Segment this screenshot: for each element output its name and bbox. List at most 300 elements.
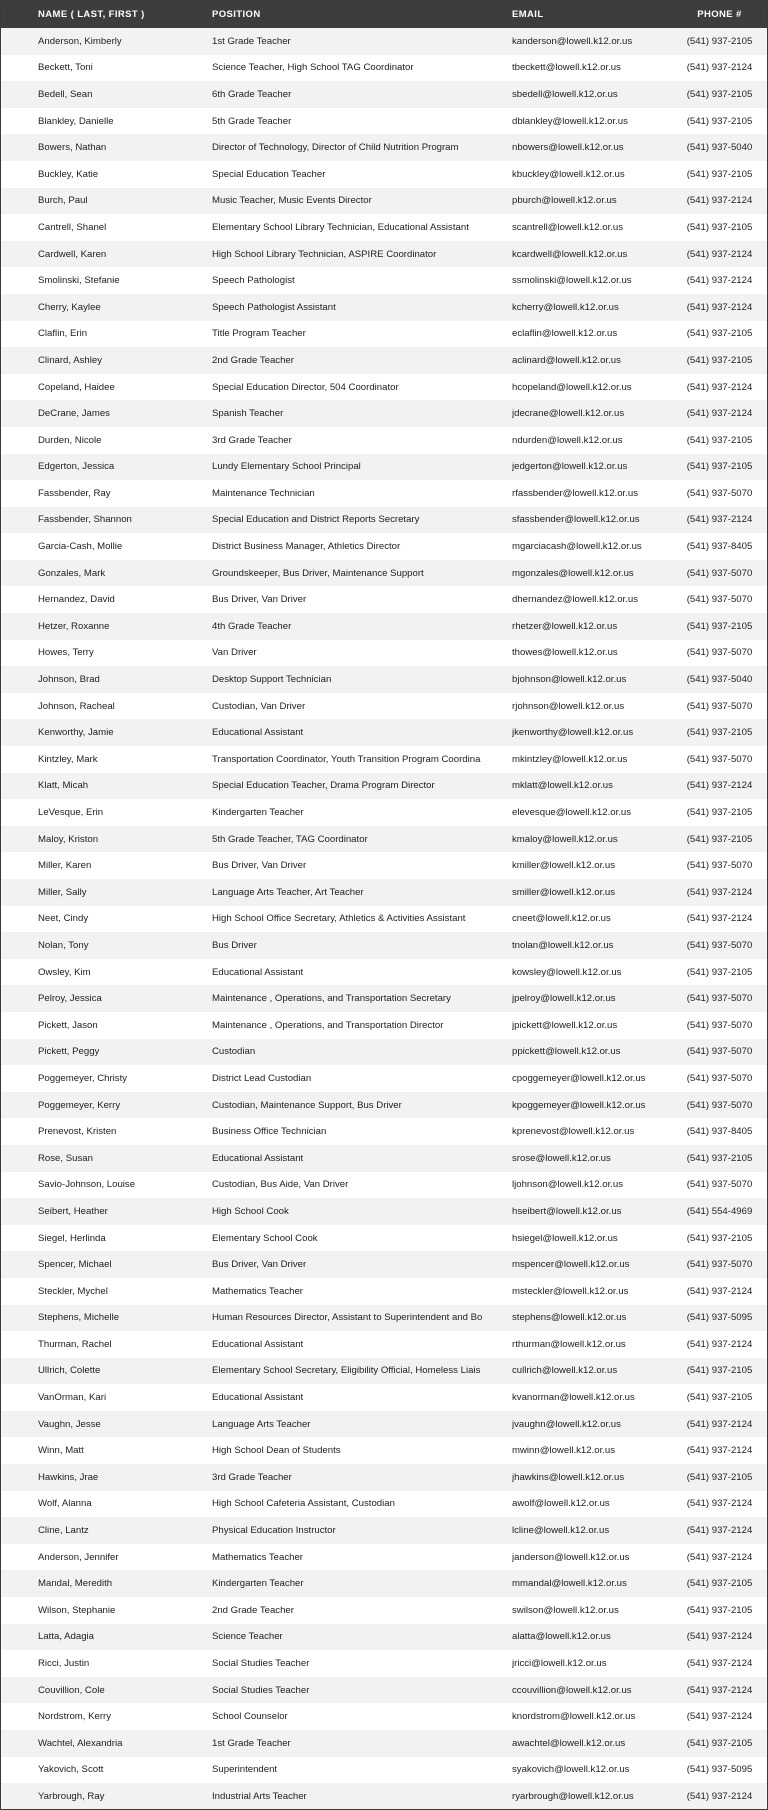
email-link[interactable]: janderson@lowell.k12.or.us bbox=[512, 1551, 630, 1563]
staff-name-cell: Kenworthy, Jamie bbox=[38, 727, 114, 739]
staff-name-cell: Yarbrough, Ray bbox=[38, 1790, 105, 1802]
staff-email-cell bbox=[512, 427, 672, 454]
staff-position-cell: 2nd Grade Teacher bbox=[212, 354, 294, 366]
staff-name-cell: Pickett, Jason bbox=[38, 1019, 98, 1031]
staff-email-cell bbox=[512, 1624, 672, 1651]
staff-position-cell: Bus Driver, Van Driver bbox=[212, 1259, 307, 1271]
staff-position-cell: District Business Manager, Athletics Director bbox=[212, 541, 401, 553]
table-row bbox=[1, 1464, 767, 1491]
email-link[interactable]: jhawkins@lowell.k12.or.us bbox=[512, 1471, 625, 1483]
table-row bbox=[1, 1650, 767, 1677]
staff-phone-cell: (541) 937-2105 bbox=[686, 115, 753, 127]
staff-email-cell bbox=[512, 1650, 672, 1677]
staff-position-cell: Business Office Technician bbox=[212, 1126, 327, 1138]
email-link[interactable]: elevesque@lowell.k12.or.us bbox=[512, 807, 632, 819]
staff-position-cell: Science Teacher bbox=[212, 1631, 283, 1643]
staff-phone-cell: (541) 937-2105 bbox=[686, 221, 753, 233]
table-row bbox=[1, 1305, 767, 1332]
staff-position-cell: Speech Pathologist Assistant bbox=[212, 301, 336, 313]
email-link[interactable]: scantrell@lowell.k12.or.us bbox=[512, 221, 624, 233]
staff-position-cell: Spanish Teacher bbox=[212, 408, 284, 420]
staff-phone-cell: (541) 937-2105 bbox=[686, 354, 753, 366]
table-row bbox=[1, 1544, 767, 1571]
staff-email-cell bbox=[512, 1065, 672, 1092]
table-row bbox=[1, 1225, 767, 1252]
email-link[interactable]: kmiller@lowell.k12.or.us bbox=[512, 860, 616, 872]
table-row bbox=[1, 188, 767, 215]
email-link[interactable]: knordstrom@lowell.k12.or.us bbox=[512, 1711, 636, 1723]
staff-phone-cell: (541) 937-2105 bbox=[686, 807, 753, 819]
email-link[interactable]: kpoggemeyer@lowell.k12.or.us bbox=[512, 1099, 646, 1111]
email-link[interactable]: pburch@lowell.k12.or.us bbox=[512, 195, 617, 207]
staff-name-cell: Wilson, Stephanie bbox=[38, 1604, 116, 1616]
staff-phone-cell: (541) 937-5070 bbox=[686, 647, 753, 659]
email-link[interactable]: jpickett@lowell.k12.or.us bbox=[512, 1019, 618, 1031]
staff-name-cell: Hernandez, David bbox=[38, 594, 115, 606]
staff-name-cell: Howes, Terry bbox=[38, 647, 94, 659]
email-link[interactable]: mgonzales@lowell.k12.or.us bbox=[512, 567, 634, 579]
email-link[interactable]: jkenworthy@lowell.k12.or.us bbox=[512, 727, 634, 739]
email-link[interactable]: cpoggemeyer@lowell.k12.or.us bbox=[512, 1072, 646, 1084]
staff-position-cell: Bus Driver, Van Driver bbox=[212, 860, 307, 872]
staff-phone-cell: (541) 937-5070 bbox=[686, 1179, 753, 1191]
email-link[interactable]: hcopeland@lowell.k12.or.us bbox=[512, 381, 632, 393]
email-link[interactable]: jvaughn@lowell.k12.or.us bbox=[512, 1418, 621, 1430]
staff-name-cell: Cherry, Kaylee bbox=[38, 301, 101, 313]
email-link[interactable]: tnolan@lowell.k12.or.us bbox=[512, 939, 614, 951]
staff-name-cell: Gonzales, Mark bbox=[38, 567, 106, 579]
staff-phone-cell: (541) 937-2105 bbox=[686, 833, 753, 845]
staff-position-cell: 5th Grade Teacher bbox=[212, 115, 292, 127]
staff-position-cell: High School Cafeteria Assistant, Custodian bbox=[212, 1498, 395, 1510]
staff-position-cell: Science Teacher, High School TAG Coordinator bbox=[212, 62, 414, 74]
staff-email-cell bbox=[512, 1730, 672, 1757]
staff-table bbox=[1, 1, 767, 1810]
email-link[interactable]: thowes@lowell.k12.or.us bbox=[512, 647, 618, 659]
email-link[interactable]: ssmolinski@lowell.k12.or.us bbox=[512, 275, 632, 287]
staff-name-cell: Pelroy, Jessica bbox=[38, 993, 102, 1005]
email-link[interactable]: kowsley@lowell.k12.or.us bbox=[512, 966, 622, 978]
email-link[interactable]: jricci@lowell.k12.or.us bbox=[512, 1658, 607, 1670]
staff-name-cell: Miller, Sally bbox=[38, 886, 87, 898]
staff-phone-cell: (541) 937-2124 bbox=[686, 1418, 753, 1430]
table-row bbox=[1, 1198, 767, 1225]
staff-name-cell: Savio-Johnson, Louise bbox=[38, 1179, 136, 1191]
staff-phone-cell: (541) 937-2124 bbox=[686, 1631, 753, 1643]
staff-email-cell bbox=[512, 1570, 672, 1597]
email-link[interactable]: cullrich@lowell.k12.or.us bbox=[512, 1365, 618, 1377]
staff-email-cell bbox=[512, 347, 672, 374]
staff-email-cell bbox=[512, 1783, 672, 1810]
email-link[interactable]: kvanorman@lowell.k12.or.us bbox=[512, 1392, 635, 1404]
staff-name-cell: Vaughn, Jesse bbox=[38, 1418, 101, 1430]
staff-phone-cell: (541) 937-2124 bbox=[686, 1498, 753, 1510]
email-link[interactable]: ljohnson@lowell.k12.or.us bbox=[512, 1179, 624, 1191]
staff-name-cell: Latta, Adagia bbox=[38, 1631, 95, 1643]
staff-position-cell: Educational Assistant bbox=[212, 1392, 304, 1404]
header-email: EMAIL bbox=[512, 9, 544, 20]
staff-email-cell bbox=[512, 1225, 672, 1252]
table-row bbox=[1, 533, 767, 560]
table-row bbox=[1, 852, 767, 879]
email-link[interactable]: swilson@lowell.k12.or.us bbox=[512, 1604, 619, 1616]
staff-phone-cell: (541) 937-5070 bbox=[686, 860, 753, 872]
staff-email-cell bbox=[512, 1145, 672, 1172]
table-row bbox=[1, 427, 767, 454]
staff-name-cell: Wachtel, Alexandria bbox=[38, 1737, 123, 1749]
staff-position-cell: Transportation Coordinator, Youth Transition Program Coordina bbox=[212, 753, 481, 765]
staff-phone-cell: (541) 937-2124 bbox=[686, 913, 753, 925]
staff-name-cell: Ullrich, Colette bbox=[38, 1365, 101, 1377]
staff-name-cell: Klatt, Micah bbox=[38, 780, 89, 792]
table-row bbox=[1, 773, 767, 800]
staff-name-cell: Steckler, Mychel bbox=[38, 1285, 108, 1297]
email-link[interactable]: ppickett@lowell.k12.or.us bbox=[512, 1046, 621, 1058]
staff-position-cell: High School Library Technician, ASPIRE Coordinator bbox=[212, 248, 437, 260]
email-link[interactable]: rfassbender@lowell.k12.or.us bbox=[512, 487, 638, 499]
table-row bbox=[1, 1757, 767, 1784]
staff-phone-cell: (541) 937-5070 bbox=[686, 993, 753, 1005]
staff-position-cell: Special Education Director, 504 Coordinator bbox=[212, 381, 399, 393]
staff-position-cell: Bus Driver bbox=[212, 939, 257, 951]
staff-phone-cell: (541) 937-2105 bbox=[686, 88, 753, 100]
staff-name-cell: Fassbender, Shannon bbox=[38, 514, 132, 526]
staff-email-cell bbox=[512, 719, 672, 746]
staff-name-cell: Thurman, Rachel bbox=[38, 1338, 112, 1350]
table-row bbox=[1, 826, 767, 853]
table-row bbox=[1, 1065, 767, 1092]
staff-name-cell: Burch, Paul bbox=[38, 195, 88, 207]
staff-email-cell bbox=[512, 1251, 672, 1278]
staff-phone-cell: (541) 937-2124 bbox=[686, 301, 753, 313]
table-row bbox=[1, 613, 767, 640]
table-row bbox=[1, 241, 767, 268]
staff-position-cell: Human Resources Director, Assistant to Superintendent and Bo bbox=[212, 1312, 483, 1324]
staff-email-cell bbox=[512, 400, 672, 427]
table-row bbox=[1, 55, 767, 82]
staff-phone-cell: (541) 937-2105 bbox=[686, 1471, 753, 1483]
staff-name-cell: Copeland, Haidee bbox=[38, 381, 115, 393]
staff-email-cell bbox=[512, 852, 672, 879]
staff-phone-cell: (541) 937-2124 bbox=[686, 1338, 753, 1350]
staff-email-cell bbox=[512, 241, 672, 268]
staff-position-cell: Music Teacher, Music Events Director bbox=[212, 195, 372, 207]
staff-phone-cell: (541) 937-2105 bbox=[686, 1392, 753, 1404]
staff-email-cell bbox=[512, 613, 672, 640]
staff-position-cell: Elementary School Library Technician, Educational Assistant bbox=[212, 221, 469, 233]
table-row bbox=[1, 1411, 767, 1438]
email-link[interactable]: kprenevost@lowell.k12.or.us bbox=[512, 1126, 635, 1138]
staff-phone-cell: (541) 937-2105 bbox=[686, 966, 753, 978]
staff-email-cell bbox=[512, 1757, 672, 1784]
staff-position-cell: Maintenance Technician bbox=[212, 487, 315, 499]
table-row bbox=[1, 81, 767, 108]
staff-position-cell: Superintendent bbox=[212, 1764, 278, 1776]
staff-phone-cell: (541) 937-2105 bbox=[686, 1232, 753, 1244]
email-link[interactable]: mkintzley@lowell.k12.or.us bbox=[512, 753, 628, 765]
staff-email-cell bbox=[512, 1544, 672, 1571]
email-link[interactable]: rjohnson@lowell.k12.or.us bbox=[512, 700, 625, 712]
staff-email-cell bbox=[512, 1278, 672, 1305]
staff-name-cell: Yakovich, Scott bbox=[38, 1764, 104, 1776]
table-row bbox=[1, 1251, 767, 1278]
staff-table-body bbox=[1, 28, 767, 1810]
email-link[interactable]: ndurden@lowell.k12.or.us bbox=[512, 434, 623, 446]
staff-position-cell: Kindergarten Teacher bbox=[212, 1578, 304, 1590]
email-link[interactable]: msteckler@lowell.k12.or.us bbox=[512, 1285, 629, 1297]
staff-email-cell bbox=[512, 1517, 672, 1544]
email-link[interactable]: cneet@lowell.k12.or.us bbox=[512, 913, 611, 925]
staff-email-cell bbox=[512, 773, 672, 800]
staff-phone-cell: (541) 937-2124 bbox=[686, 248, 753, 260]
staff-position-cell: Bus Driver, Van Driver bbox=[212, 594, 307, 606]
staff-position-cell: Speech Pathologist bbox=[212, 275, 295, 287]
staff-email-cell bbox=[512, 108, 672, 135]
table-row bbox=[1, 294, 767, 321]
staff-email-cell bbox=[512, 81, 672, 108]
staff-phone-cell: (541) 937-2124 bbox=[686, 62, 753, 74]
email-link[interactable]: sbedell@lowell.k12.or.us bbox=[512, 88, 618, 100]
staff-phone-cell: (541) 937-2124 bbox=[686, 275, 753, 287]
staff-phone-cell: (541) 937-8405 bbox=[686, 1126, 753, 1138]
staff-name-cell: LeVesque, Erin bbox=[38, 807, 104, 819]
staff-phone-cell: (541) 937-5070 bbox=[686, 700, 753, 712]
staff-phone-cell: (541) 937-2124 bbox=[686, 195, 753, 207]
staff-email-cell bbox=[512, 1092, 672, 1119]
table-row bbox=[1, 1703, 767, 1730]
email-link[interactable]: stephens@lowell.k12.or.us bbox=[512, 1312, 627, 1324]
staff-position-cell: 1st Grade Teacher bbox=[212, 1737, 291, 1749]
staff-phone-cell: (541) 937-2124 bbox=[686, 1658, 753, 1670]
staff-name-cell: Blankley, Danielle bbox=[38, 115, 114, 127]
email-link[interactable]: lcline@lowell.k12.or.us bbox=[512, 1525, 610, 1537]
email-link[interactable]: alatta@lowell.k12.or.us bbox=[512, 1631, 611, 1643]
staff-position-cell: Educational Assistant bbox=[212, 966, 304, 978]
email-link[interactable]: kanderson@lowell.k12.or.us bbox=[512, 35, 633, 47]
table-row bbox=[1, 1677, 767, 1704]
staff-position-cell: School Counselor bbox=[212, 1711, 288, 1723]
email-link[interactable]: mmandal@lowell.k12.or.us bbox=[512, 1578, 627, 1590]
staff-position-cell: Physical Education Instructor bbox=[212, 1525, 336, 1537]
staff-name-cell: Seibert, Heather bbox=[38, 1205, 108, 1217]
staff-position-cell: Maintenance , Operations, and Transportation Secretary bbox=[212, 993, 451, 1005]
staff-name-cell: Nolan, Tony bbox=[38, 939, 89, 951]
staff-email-cell bbox=[512, 1118, 672, 1145]
staff-position-cell: High School Cook bbox=[212, 1205, 289, 1217]
staff-phone-cell: (541) 937-5040 bbox=[686, 142, 753, 154]
email-link[interactable]: hseibert@lowell.k12.or.us bbox=[512, 1205, 622, 1217]
staff-phone-cell: (541) 937-5070 bbox=[686, 1046, 753, 1058]
email-link[interactable]: sfassbender@lowell.k12.or.us bbox=[512, 514, 640, 526]
email-link[interactable]: bjohnson@lowell.k12.or.us bbox=[512, 674, 627, 686]
staff-email-cell bbox=[512, 799, 672, 826]
staff-email-cell bbox=[512, 267, 672, 294]
table-row bbox=[1, 746, 767, 773]
email-link[interactable]: kcardwell@lowell.k12.or.us bbox=[512, 248, 628, 260]
staff-position-cell: High School Office Secretary, Athletics & Activities Assistant bbox=[212, 913, 466, 925]
staff-name-cell: Durden, Nicole bbox=[38, 434, 102, 446]
table-row bbox=[1, 719, 767, 746]
email-link[interactable]: awachtel@lowell.k12.or.us bbox=[512, 1737, 626, 1749]
staff-email-cell bbox=[512, 586, 672, 613]
staff-phone-cell: (541) 937-2105 bbox=[686, 328, 753, 340]
table-row bbox=[1, 507, 767, 534]
email-link[interactable]: syakovich@lowell.k12.or.us bbox=[512, 1764, 630, 1776]
email-link[interactable]: eclaflin@lowell.k12.or.us bbox=[512, 328, 618, 340]
staff-position-cell: Industrial Arts Teacher bbox=[212, 1790, 307, 1802]
table-row bbox=[1, 28, 767, 55]
email-link[interactable]: kcherry@lowell.k12.or.us bbox=[512, 301, 619, 313]
email-link[interactable]: mspencer@lowell.k12.or.us bbox=[512, 1259, 630, 1271]
staff-name-cell: Johnson, Brad bbox=[38, 674, 100, 686]
email-link[interactable]: mwinn@lowell.k12.or.us bbox=[512, 1445, 616, 1457]
email-link[interactable]: dhernandez@lowell.k12.or.us bbox=[512, 594, 639, 606]
email-link[interactable]: mklatt@lowell.k12.or.us bbox=[512, 780, 613, 792]
email-link[interactable]: mgarciacash@lowell.k12.or.us bbox=[512, 541, 642, 553]
staff-position-cell: 3rd Grade Teacher bbox=[212, 1471, 292, 1483]
staff-name-cell: Ricci, Justin bbox=[38, 1658, 90, 1670]
staff-phone-cell: (541) 937-2105 bbox=[686, 35, 753, 47]
staff-position-cell: Maintenance , Operations, and Transportation Director bbox=[212, 1019, 444, 1031]
staff-phone-cell: (541) 937-2105 bbox=[686, 1737, 753, 1749]
email-link[interactable]: jdecrane@lowell.k12.or.us bbox=[512, 408, 625, 420]
staff-phone-cell: (541) 937-2105 bbox=[686, 461, 753, 473]
staff-position-cell: Special Education and District Reports Secretary bbox=[212, 514, 420, 526]
staff-email-cell bbox=[512, 1305, 672, 1332]
staff-position-cell: 4th Grade Teacher bbox=[212, 620, 292, 632]
staff-position-cell: Custodian bbox=[212, 1046, 256, 1058]
staff-phone-cell: (541) 937-2124 bbox=[686, 1790, 753, 1802]
table-row bbox=[1, 1118, 767, 1145]
table-row bbox=[1, 985, 767, 1012]
staff-email-cell bbox=[512, 188, 672, 215]
email-link[interactable]: jedgerton@lowell.k12.or.us bbox=[512, 461, 628, 473]
staff-email-cell bbox=[512, 560, 672, 587]
staff-position-cell: Custodian, Maintenance Support, Bus Driver bbox=[212, 1099, 402, 1111]
staff-position-cell: District Lead Custodian bbox=[212, 1072, 312, 1084]
staff-email-cell bbox=[512, 932, 672, 959]
staff-email-cell bbox=[512, 1677, 672, 1704]
staff-name-cell: Edgerton, Jessica bbox=[38, 461, 115, 473]
staff-email-cell bbox=[512, 1411, 672, 1438]
staff-phone-cell: (541) 937-5070 bbox=[686, 753, 753, 765]
table-row bbox=[1, 214, 767, 241]
staff-position-cell: Mathematics Teacher bbox=[212, 1551, 304, 1563]
staff-email-cell bbox=[512, 1172, 672, 1199]
staff-position-cell: Educational Assistant bbox=[212, 727, 304, 739]
email-link[interactable]: smiller@lowell.k12.or.us bbox=[512, 886, 616, 898]
email-link[interactable]: rthurman@lowell.k12.or.us bbox=[512, 1338, 626, 1350]
staff-email-cell bbox=[512, 985, 672, 1012]
staff-phone-cell: (541) 937-2105 bbox=[686, 1152, 753, 1164]
staff-phone-cell: (541) 937-2124 bbox=[686, 1285, 753, 1297]
staff-name-cell: Anderson, Jennifer bbox=[38, 1551, 119, 1563]
table-row bbox=[1, 932, 767, 959]
table-row bbox=[1, 1437, 767, 1464]
email-link[interactable]: ccouvillion@lowell.k12.or.us bbox=[512, 1684, 632, 1696]
staff-position-cell: Elementary School Cook bbox=[212, 1232, 318, 1244]
staff-position-cell: Director of Technology, Director of Child Nutrition Program bbox=[212, 142, 459, 154]
staff-email-cell bbox=[512, 1437, 672, 1464]
staff-phone-cell: (541) 937-5070 bbox=[686, 1019, 753, 1031]
staff-phone-cell: (541) 937-5095 bbox=[686, 1764, 753, 1776]
staff-phone-cell: (541) 937-2124 bbox=[686, 1551, 753, 1563]
staff-name-cell: Fassbender, Ray bbox=[38, 487, 111, 499]
staff-name-cell: Miller, Karen bbox=[38, 860, 92, 872]
staff-name-cell: Siegel, Herlinda bbox=[38, 1232, 106, 1244]
table-row bbox=[1, 640, 767, 667]
staff-name-cell: Johnson, Racheal bbox=[38, 700, 115, 712]
staff-phone-cell: (541) 937-5040 bbox=[686, 674, 753, 686]
staff-phone-cell: (541) 937-2124 bbox=[686, 1711, 753, 1723]
staff-name-cell: Smolinski, Stefanie bbox=[38, 275, 120, 287]
email-link[interactable]: hsiegel@lowell.k12.or.us bbox=[512, 1232, 618, 1244]
table-row bbox=[1, 1384, 767, 1411]
staff-position-cell: Elementary School Secretary, Eligibility Official, Homeless Liais bbox=[212, 1365, 481, 1377]
email-link[interactable]: srose@lowell.k12.or.us bbox=[512, 1152, 611, 1164]
email-link[interactable]: jpelroy@lowell.k12.or.us bbox=[512, 993, 616, 1005]
staff-email-cell bbox=[512, 134, 672, 161]
staff-position-cell: Language Arts Teacher bbox=[212, 1418, 311, 1430]
email-link[interactable]: ryarbrough@lowell.k12.or.us bbox=[512, 1790, 634, 1802]
staff-email-cell bbox=[512, 1039, 672, 1066]
header-position: POSITION bbox=[212, 9, 261, 20]
staff-position-cell: Custodian, Bus Aide, Van Driver bbox=[212, 1179, 349, 1191]
staff-email-cell bbox=[512, 454, 672, 481]
table-row bbox=[1, 879, 767, 906]
staff-email-cell bbox=[512, 746, 672, 773]
table-row bbox=[1, 454, 767, 481]
staff-name-cell: Hawkins, Jrae bbox=[38, 1471, 99, 1483]
staff-position-cell: Desktop Support Technician bbox=[212, 674, 332, 686]
table-row bbox=[1, 321, 767, 348]
email-link[interactable]: rhetzer@lowell.k12.or.us bbox=[512, 620, 618, 632]
table-row bbox=[1, 799, 767, 826]
staff-phone-cell: (541) 937-5070 bbox=[686, 594, 753, 606]
staff-name-cell: Wolf, Alanna bbox=[38, 1498, 92, 1510]
staff-phone-cell: (541) 937-2105 bbox=[686, 1578, 753, 1590]
email-link[interactable]: dblankley@lowell.k12.or.us bbox=[512, 115, 628, 127]
staff-position-cell: 1st Grade Teacher bbox=[212, 35, 291, 47]
staff-phone-cell: (541) 937-2105 bbox=[686, 1365, 753, 1377]
staff-name-cell: Clinard, Ashley bbox=[38, 354, 102, 366]
table-row bbox=[1, 1358, 767, 1385]
staff-position-cell: Van Driver bbox=[212, 647, 257, 659]
staff-name-cell: Prenevost, Kristen bbox=[38, 1126, 117, 1138]
staff-position-cell: Language Arts Teacher, Art Teacher bbox=[212, 886, 364, 898]
staff-phone-cell: (541) 937-2105 bbox=[686, 434, 753, 446]
staff-name-cell: Bedell, Sean bbox=[38, 88, 93, 100]
email-link[interactable]: aclinard@lowell.k12.or.us bbox=[512, 354, 621, 366]
email-link[interactable]: kbuckley@lowell.k12.or.us bbox=[512, 168, 625, 180]
staff-email-cell bbox=[512, 1331, 672, 1358]
email-link[interactable]: tbeckett@lowell.k12.or.us bbox=[512, 62, 621, 74]
staff-email-cell bbox=[512, 480, 672, 507]
table-row bbox=[1, 267, 767, 294]
staff-phone-cell: (541) 937-5070 bbox=[686, 487, 753, 499]
table-row bbox=[1, 1570, 767, 1597]
staff-email-cell bbox=[512, 640, 672, 667]
staff-phone-cell: (541) 554-4969 bbox=[686, 1205, 753, 1217]
staff-phone-cell: (541) 937-2124 bbox=[686, 780, 753, 792]
table-row bbox=[1, 374, 767, 401]
email-link[interactable]: kmaloy@lowell.k12.or.us bbox=[512, 833, 618, 845]
table-row bbox=[1, 108, 767, 135]
staff-phone-cell: (541) 937-2124 bbox=[686, 514, 753, 526]
email-link[interactable]: awolf@lowell.k12.or.us bbox=[512, 1498, 610, 1510]
email-link[interactable]: nbowers@lowell.k12.or.us bbox=[512, 142, 624, 154]
staff-position-cell: Special Education Teacher, Drama Program Director bbox=[212, 780, 435, 792]
